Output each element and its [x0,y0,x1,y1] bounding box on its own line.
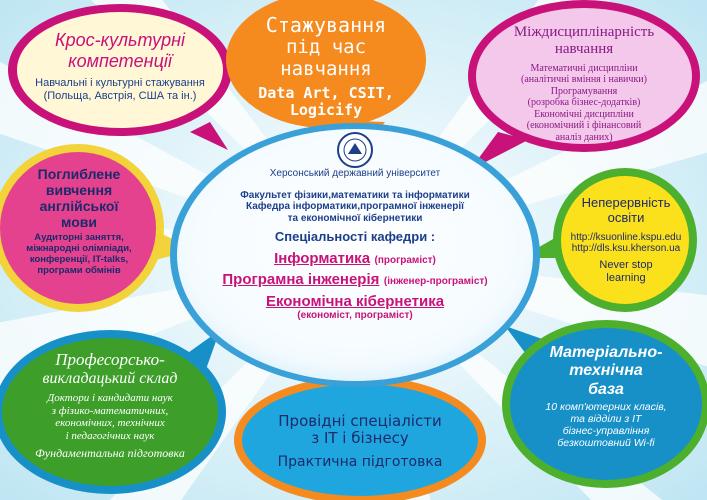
internships-section [238,14,414,119]
continuous-motto-line2: learning [606,271,646,284]
english-line: міжнародні олімпіади, [26,243,132,255]
specialty-economic-cybernetics-name: Економічна кібернетика [265,292,445,310]
material-line: та відділи з IT [570,413,642,426]
faculty-staff-line: економічних, технічних [55,417,165,430]
interdisciplinary-line: аналіз даних) [555,131,613,143]
specialists-footer: Практична підготовка [277,453,443,470]
specialty-economic-cybernetics-note: (економіст, програміст) [297,309,413,321]
english-line: конференції, IT-talks, [29,254,129,266]
internships-title-line1: Стажування [265,13,387,37]
material-title-line2: технічна [569,362,643,380]
english-title-line1: Поглиблене [37,166,121,182]
specialty-software-engineering [190,271,520,289]
interdisciplinary-line: Економічні дисципліни [534,108,634,120]
interdisciplinary-line: (аналітичні вміння і навички) [521,74,647,85]
faculty-line1: Факультет фізики,математики та інформатики [240,189,470,201]
english-section [4,166,154,277]
english-line: програми обмінів [37,265,121,277]
material-title-line1: Матеріально- [549,344,663,361]
specialty-informatics-note: (програміст) [374,254,436,266]
university-logo-text [348,144,362,158]
specialty-software-engineering-note: (інженер-програміст) [383,276,488,288]
cross-cultural-title-line1: Крос-культурні [54,30,186,50]
cross-cultural-text-line1: Навчальні і культурні стажування [35,77,205,90]
faculty-staff-title-line1: Професорсько- [55,350,165,369]
material-line: бізнес-управління [562,425,650,438]
cross-cultural-section [25,30,215,103]
cross-cultural-text-line2: (Польща, Австрія, США та ін.) [43,90,197,103]
specialists-section [250,413,470,470]
material-section [516,344,696,449]
interdisciplinary-line: (розробка бізнес-додатків) [527,97,641,108]
continuous-url2[interactable]: http://dls.ksu.kherson.ua [571,243,681,255]
interdisciplinary-line: Математичні дисципліни [530,62,638,74]
internships-companies-line1: Data Art, CSIT, [258,83,394,102]
interdisciplinary-title-line1: Міждисциплінарність [513,24,655,40]
english-title-line2: вивчення [45,182,113,199]
center-section [190,168,520,321]
continuous-section [556,196,696,284]
internships-title-line2: під час навчання [280,36,372,80]
faculty-line3: та економічної кібернетики [287,212,423,224]
faculty-staff-line: і педагогічних наук [65,429,155,442]
interdisciplinary-title-line2: навчання [554,41,614,58]
faculty-staff-section [10,350,210,460]
faculty-staff-title-line2: викладацький склад [42,369,178,387]
continuous-url1[interactable]: http://ksuonline.kspu.edu [570,231,682,243]
specialists-title-line1: Провідні спеціалісти [278,412,442,430]
interdisciplinary-line: Програмування [550,85,618,97]
specialties-title: Спеціальності кафедри : [274,229,436,244]
continuous-title-line2: освіти [607,209,645,225]
material-line: безкоштовний Wi-fi [557,437,655,450]
faculty-line2: Кафедра інформатики,програмної інженерії [246,201,464,212]
specialty-economic-cybernetics [190,293,520,322]
english-title-line3: англійської [39,198,119,215]
material-line: 10 комп'ютерних класів, [545,401,667,414]
faculty-staff-line: з фізико-математичних, [51,404,169,417]
internships-companies-line2: Logicify [289,100,363,119]
specialty-informatics [190,250,520,268]
continuous-title-line1: Неперервність [581,195,671,210]
interdisciplinary-line: (економічний і фінансовий [526,120,642,131]
university-name: Херсонський державний університет [269,168,441,179]
specialty-informatics-name: Інформатика [274,249,371,267]
english-title-line4: мови [61,214,97,231]
faculty-staff-line: Доктори і кандидати наук [47,391,173,404]
english-line: Аудиторні заняття, [34,232,124,244]
specialty-software-engineering-name: Програмна інженерія [222,271,380,289]
material-title-line3: база [588,380,624,398]
cross-cultural-title-line2: компетенції [68,50,172,71]
specialists-title-line2: з IT і бізнесу [311,429,409,448]
interdisciplinary-section [484,24,684,143]
continuous-motto-line1: Never stop [599,258,653,271]
faculty-staff-footer: Фундаментальна підготовка [35,445,185,460]
